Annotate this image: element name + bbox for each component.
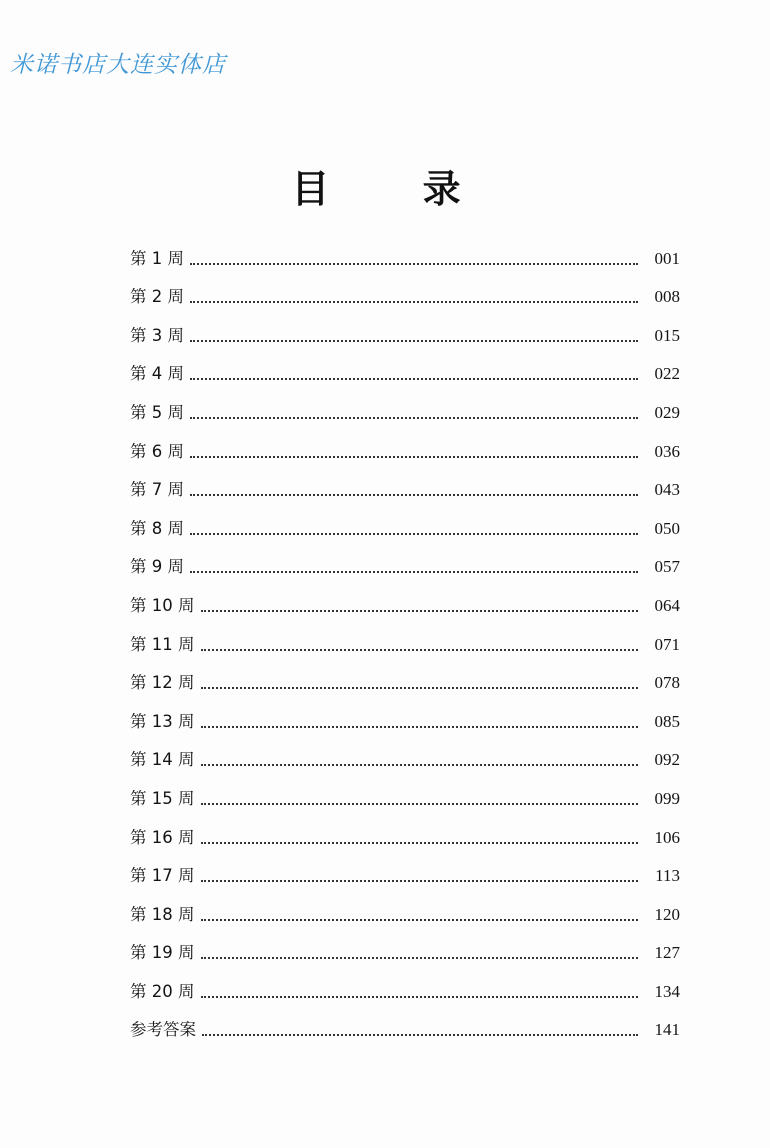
toc-entry-label: 第 1 周	[130, 248, 184, 268]
toc-dot-leader	[201, 996, 639, 998]
toc-dot-leader	[201, 880, 639, 882]
toc-dot-leader	[190, 533, 638, 535]
toc-dot-leader	[201, 649, 639, 651]
toc-entry-page-number: 064	[654, 595, 680, 615]
toc-entry-label: 第 19 周	[130, 943, 195, 963]
toc-entry-page-number: 134	[654, 981, 680, 1001]
toc-entry-page-number: 015	[654, 325, 680, 345]
toc-entry-label: 第 7 周	[130, 480, 184, 500]
toc-entry-label: 第 10 周	[130, 595, 195, 615]
toc-dot-leader	[190, 571, 638, 573]
toc-entry-page-number: 036	[654, 441, 680, 461]
toc-entry-label: 第 15 周	[130, 788, 195, 808]
toc-dot-leader	[202, 1034, 638, 1036]
toc-entry-label: 第 2 周	[130, 287, 184, 307]
toc-entry-label: 参考答案	[130, 1020, 196, 1040]
toc-entry[interactable]	[130, 931, 680, 970]
toc-entry-page-number: 106	[654, 827, 680, 847]
toc-entry[interactable]	[130, 352, 680, 391]
toc-entry-label: 第 18 周	[130, 904, 195, 924]
toc-entry-page-number: 120	[654, 904, 680, 924]
table-of-contents	[130, 236, 680, 1046]
toc-entry-label: 第 11 周	[130, 634, 195, 654]
toc-dot-leader	[190, 417, 638, 419]
toc-entry[interactable]	[130, 661, 680, 700]
toc-dot-leader	[201, 726, 639, 728]
toc-dot-leader	[201, 610, 639, 612]
toc-entry-label: 第 16 周	[130, 827, 195, 847]
toc-dot-leader	[201, 919, 639, 921]
toc-entry-label: 第 4 周	[130, 364, 184, 384]
store-watermark: 米诺书店大连实体店	[10, 52, 226, 78]
toc-dot-leader	[190, 263, 638, 265]
toc-entry[interactable]	[130, 776, 680, 815]
toc-entry[interactable]	[130, 236, 680, 275]
toc-entry[interactable]	[130, 699, 680, 738]
toc-entry[interactable]	[130, 1008, 680, 1047]
toc-entry-label: 第 6 周	[130, 441, 184, 461]
toc-dot-leader	[201, 764, 639, 766]
toc-entry[interactable]	[130, 738, 680, 777]
toc-entry-page-number: 071	[654, 634, 680, 654]
toc-entry[interactable]	[130, 468, 680, 507]
toc-dot-leader	[190, 340, 638, 342]
toc-entry[interactable]	[130, 390, 680, 429]
toc-entry-page-number: 078	[654, 673, 680, 693]
toc-entry-label: 第 20 周	[130, 981, 195, 1001]
toc-entry-page-number: 057	[654, 557, 680, 577]
toc-entry-label: 第 5 周	[130, 402, 184, 422]
page-title: 目 录	[291, 166, 501, 211]
toc-entry-label: 第 14 周	[130, 750, 195, 770]
toc-dot-leader	[201, 842, 639, 844]
toc-entry-page-number: 043	[654, 480, 680, 500]
toc-entry[interactable]	[130, 545, 680, 584]
toc-dot-leader	[190, 494, 638, 496]
toc-dot-leader	[190, 456, 638, 458]
toc-entry-label: 第 13 周	[130, 711, 195, 731]
toc-entry-page-number: 050	[654, 518, 680, 538]
toc-entry-page-number: 029	[654, 402, 680, 422]
toc-dot-leader	[201, 957, 639, 959]
toc-entry-page-number: 085	[654, 711, 680, 731]
toc-entry[interactable]	[130, 506, 680, 545]
toc-entry-page-number: 001	[654, 248, 680, 268]
toc-entry-page-number: 008	[654, 287, 680, 307]
toc-entry-page-number: 022	[654, 364, 680, 384]
toc-dot-leader	[190, 378, 638, 380]
toc-entry[interactable]	[130, 429, 680, 468]
toc-entry[interactable]	[130, 313, 680, 352]
toc-dot-leader	[190, 301, 638, 303]
toc-dot-leader	[201, 803, 639, 805]
toc-entry-page-number: 092	[654, 750, 680, 770]
toc-entry[interactable]	[130, 854, 680, 893]
toc-entry-label: 第 17 周	[130, 866, 195, 886]
toc-entry[interactable]	[130, 275, 680, 314]
toc-entry-label: 第 12 周	[130, 673, 195, 693]
toc-entry[interactable]	[130, 583, 680, 622]
toc-entry-page-number: 141	[654, 1020, 680, 1040]
toc-entry[interactable]	[130, 622, 680, 661]
toc-entry-label: 第 8 周	[130, 518, 184, 538]
toc-entry-page-number: 099	[654, 788, 680, 808]
toc-entry-label: 第 3 周	[130, 325, 184, 345]
toc-entry-label: 第 9 周	[130, 557, 184, 577]
toc-entry[interactable]	[130, 969, 680, 1008]
toc-entry[interactable]	[130, 815, 680, 854]
toc-entry-page-number: 127	[654, 943, 680, 963]
toc-entry[interactable]	[130, 892, 680, 931]
toc-entry-page-number: 113	[655, 866, 680, 886]
toc-dot-leader	[201, 687, 639, 689]
